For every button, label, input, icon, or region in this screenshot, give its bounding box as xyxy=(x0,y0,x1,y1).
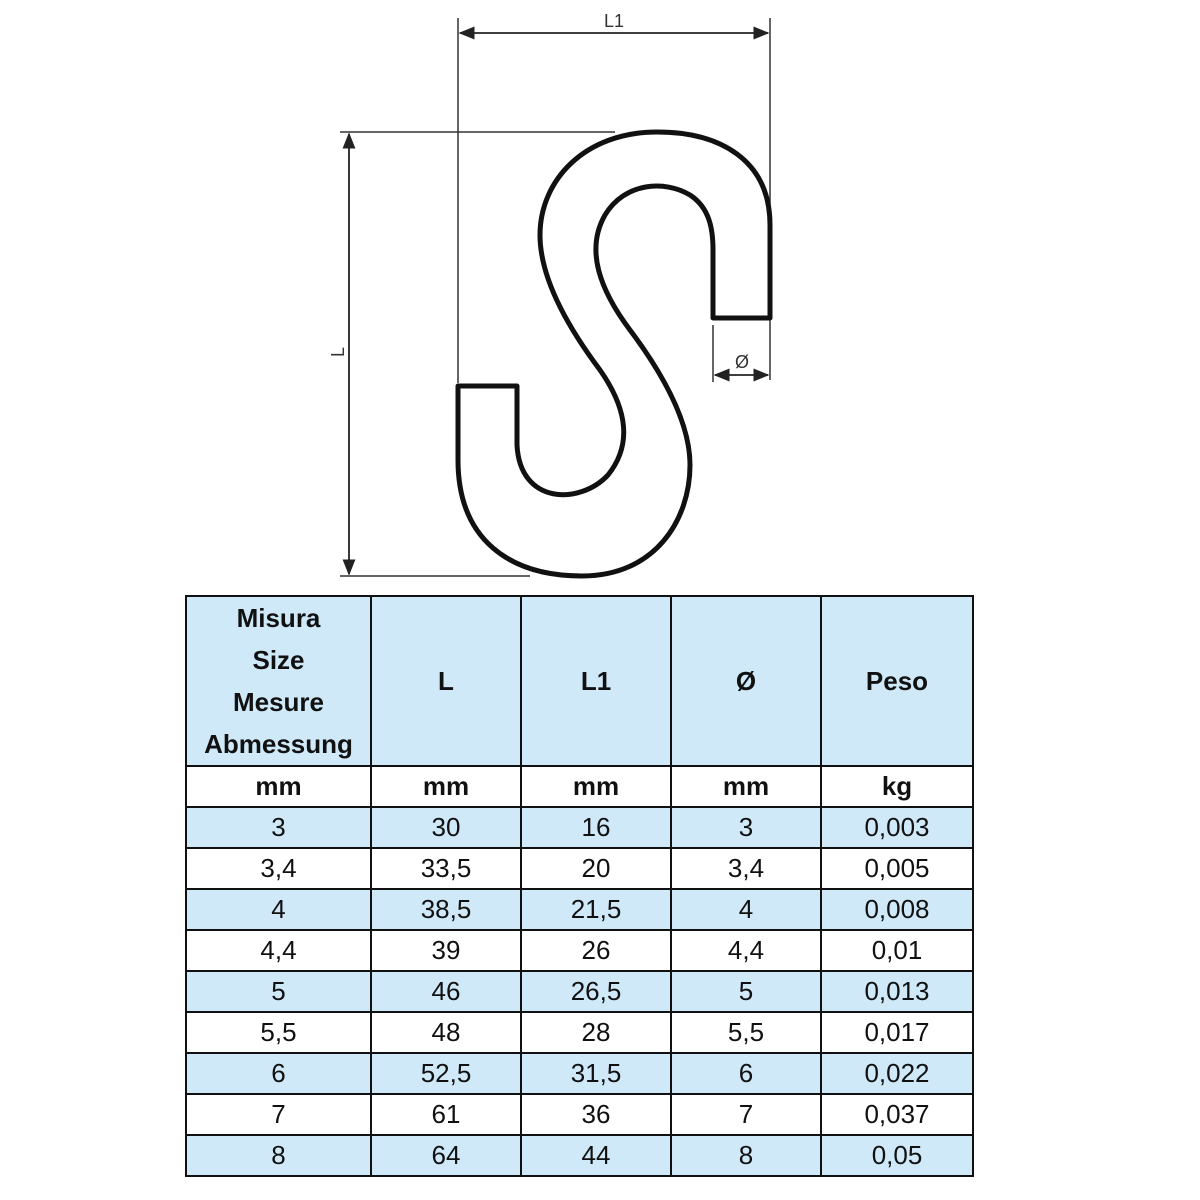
table-cell: 7 xyxy=(186,1094,371,1135)
table-cell: 39 xyxy=(371,930,521,971)
unit-cell: mm xyxy=(186,766,371,807)
unit-cell: kg xyxy=(821,766,973,807)
unit-cell: mm xyxy=(521,766,671,807)
table-cell: 5,5 xyxy=(671,1012,821,1053)
table-cell: 36 xyxy=(521,1094,671,1135)
table-cell: 46 xyxy=(371,971,521,1012)
height-label: L xyxy=(328,346,348,358)
table-cell: 64 xyxy=(371,1135,521,1176)
table-cell: 3 xyxy=(186,807,371,848)
table-cell: 4,4 xyxy=(186,930,371,971)
unit-cell: mm xyxy=(671,766,821,807)
header-row xyxy=(186,596,973,766)
table-cell: 4 xyxy=(671,889,821,930)
table-cell: 16 xyxy=(521,807,671,848)
table-cell: 3,4 xyxy=(186,848,371,889)
table-cell: 0,013 xyxy=(821,971,973,1012)
table-cell: 8 xyxy=(186,1135,371,1176)
table-row xyxy=(186,971,973,1012)
length-header: L xyxy=(371,596,521,766)
size-header-line: Abmessung xyxy=(204,729,353,759)
diameter-header: Ø xyxy=(671,596,821,766)
table-cell: 48 xyxy=(371,1012,521,1053)
table-cell: 5,5 xyxy=(186,1012,371,1053)
table-cell: 21,5 xyxy=(521,889,671,930)
table-cell: 6 xyxy=(671,1053,821,1094)
table-row xyxy=(186,1094,973,1135)
table-row xyxy=(186,1053,973,1094)
s-hook-body xyxy=(458,132,770,576)
table-cell: 0,037 xyxy=(821,1094,973,1135)
table-cell: 26,5 xyxy=(521,971,671,1012)
table-cell: 38,5 xyxy=(371,889,521,930)
width-header: L1 xyxy=(521,596,671,766)
table-cell: 44 xyxy=(521,1135,671,1176)
table-cell: 5 xyxy=(186,971,371,1012)
table-cell: 20 xyxy=(521,848,671,889)
table-row xyxy=(186,848,973,889)
size-header-line: Mesure xyxy=(232,687,325,717)
diameter-label: Ø xyxy=(734,352,750,372)
table-cell: 33,5 xyxy=(371,848,521,889)
table-cell: 0,005 xyxy=(821,848,973,889)
table-row xyxy=(186,889,973,930)
table-cell: 52,5 xyxy=(371,1053,521,1094)
size-header-line: Misura xyxy=(236,603,321,633)
size-header-line: Size xyxy=(252,645,305,675)
table-cell: 0,01 xyxy=(821,930,973,971)
table-cell: 0,017 xyxy=(821,1012,973,1053)
width-label: L1 xyxy=(603,11,625,31)
table-cell: 0,008 xyxy=(821,889,973,930)
size-header xyxy=(186,596,371,766)
table-cell: 26 xyxy=(521,930,671,971)
table-cell: 31,5 xyxy=(521,1053,671,1094)
weight-header: Peso xyxy=(821,596,973,766)
units-row xyxy=(186,766,973,807)
table-cell: 7 xyxy=(671,1094,821,1135)
table-cell: 3 xyxy=(671,807,821,848)
table-cell: 28 xyxy=(521,1012,671,1053)
spec-table xyxy=(185,595,974,1177)
table-row xyxy=(186,930,973,971)
table-cell: 6 xyxy=(186,1053,371,1094)
table-cell: 61 xyxy=(371,1094,521,1135)
table-cell: 4 xyxy=(186,889,371,930)
unit-cell: mm xyxy=(371,766,521,807)
table-cell: 30 xyxy=(371,807,521,848)
s-hook-drawing xyxy=(0,0,1200,590)
table-row xyxy=(186,1135,973,1176)
table-cell: 4,4 xyxy=(671,930,821,971)
table-row xyxy=(186,1012,973,1053)
table-cell: 0,003 xyxy=(821,807,973,848)
table-row xyxy=(186,807,973,848)
table-cell: 0,022 xyxy=(821,1053,973,1094)
table-cell: 8 xyxy=(671,1135,821,1176)
table-cell: 3,4 xyxy=(671,848,821,889)
table-cell: 0,05 xyxy=(821,1135,973,1176)
table-cell: 5 xyxy=(671,971,821,1012)
